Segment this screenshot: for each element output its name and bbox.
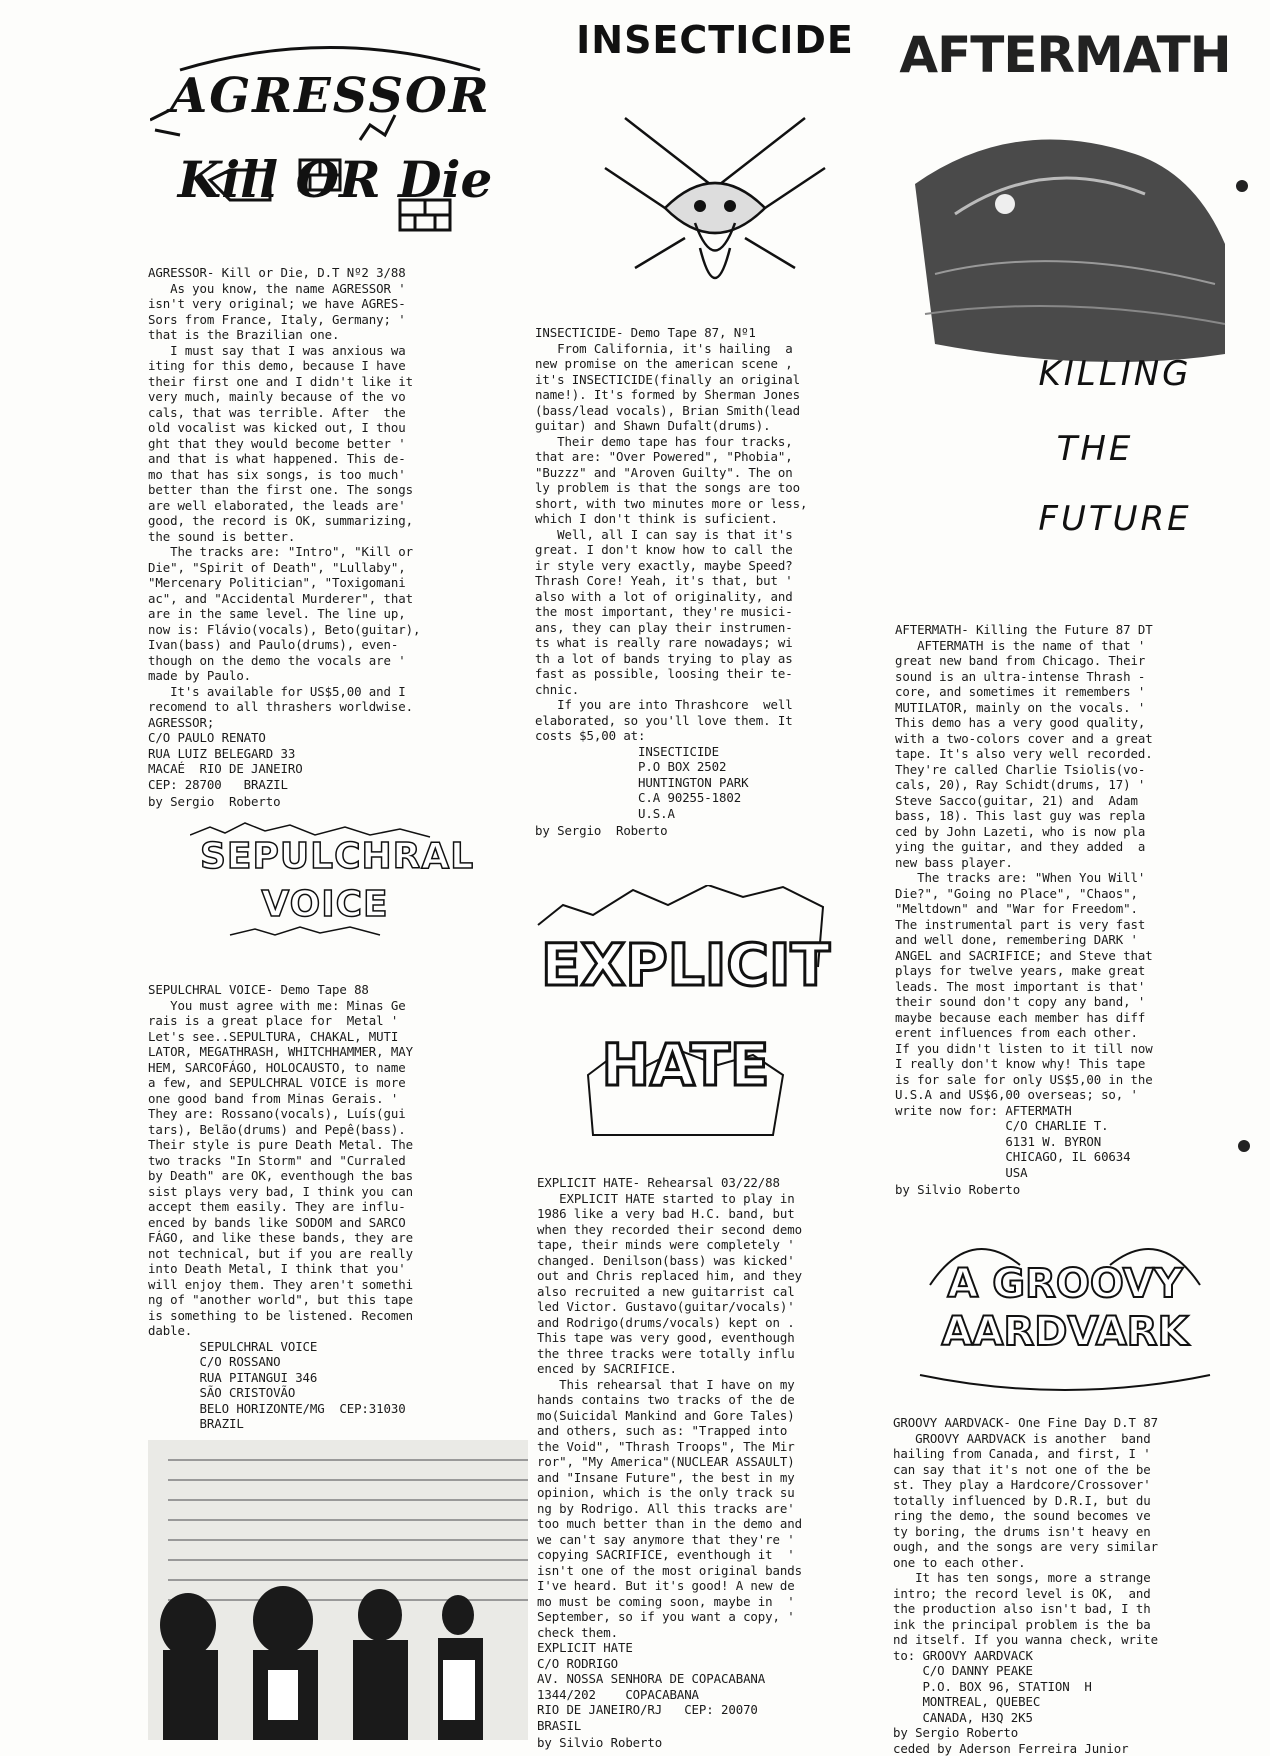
review-heading: INSECTICIDE- Demo Tape 87, Nº1 xyxy=(535,325,756,340)
groovy-aardvark-logo xyxy=(910,1225,1220,1395)
contact-address: C/O CHARLIE T. 6131 W. BYRON CHICAGO, IL 60634 USA xyxy=(1005,1118,1131,1180)
explicit-hate-logo-text: EXPLICIT HATE xyxy=(540,931,831,1099)
review-heading: AGRESSOR- Kill or Die, D.T Nº2 3/88 xyxy=(148,265,406,280)
review-body: AFTERMATH is the name of that ' great new band from Chicago. Their sound is an ultra-intense Thrash - core, and sometimes it remembers ' MUTILATOR, mainly on the vocals. ' This demo has a very good quality, with a two-colors cover and a great tape. It's also very well recorded. They're called Charlie Tsiolis(vo- cals, 20), Ray Schidt(drums, 17) ' Steve Sacco(guitar, 21) and Adam bass, 18). This last guy was repla ced by John Lazeti, who is now pla ying the guitar, and they added a new bass player. The tracks are: "When You Will' Die?", "Going no Place", "Chaos", "Meltdown" and "War for Freedom". The instrumental part is very fast and well done, remembering DARK ' ANGEL and SACRIFICE; and Steve that plays for twelve years, make great leads. The most important is that' their sound don't copy any band, ' maybe because each member has diff erent influences from each other. If you didn't listen to it till now I really don't know why! This tape is for sale for only US$5,00 in the U.S.A and US$6,00 overseas; so, ' write now for: AFTERMATH xyxy=(895,637,1153,1118)
review-body: As you know, the name AGRESSOR ' isn't very original; we have AGRES- Sors from France, Italy, Germany; ' that is the Brazilian one. I must say that I was anxious wa iting for this demo, because I have their first one and I didn't like it very much, mainly because of the vo cals, that was terrible. After the old vocalist was kicked out, I thou ght that they would become better ' and that is what happened. This de- mo that has six songs, is too much' better than the first one. The songs are well elaborated, the leads are' good, the record is OK, summarizing, the sound is better. The tracks are: "Intro", "Kill or Die", "Spirit of Death", "Lullaby", "Mercenary Politician", "Toxigomani ac", and "Accidental Murderer", that are in the same level. The line up, now is: Flávio(vocals), Beto(guitar), Ivan(bass) and Paulo(drums), even- though on the demo the vocals are ' made by Paulo. It's available for US$5,00 and I recomend to all thrashers worldwise. xyxy=(148,280,421,714)
binder-hole-bottom xyxy=(1238,1140,1250,1152)
review-byline: by Sergio Roberto xyxy=(535,823,668,838)
band-photo xyxy=(148,1440,528,1740)
insecticide-logo-text: INSECTICIDE xyxy=(576,18,854,62)
groovy-aardvark-logo-text: A GROOVY AARDVARK xyxy=(941,1261,1189,1355)
review-heading: SEPULCHRAL VOICE- Demo Tape 88 xyxy=(148,982,369,997)
review-byline: by Silvio Roberto xyxy=(895,1182,1021,1197)
aftermath-logo-subtitle-2: THE xyxy=(1056,429,1134,469)
contact-address: EXPLICIT HATE C/O RODRIGO AV. NOSSA SENHORA DE COPACABANA 1344/202 COPACABANA RIO DE JANEIRO/RJ CEP: 20070 BRASIL xyxy=(537,1640,766,1733)
review-byline: by Sergio Roberto xyxy=(148,794,281,809)
review-explicit-hate xyxy=(537,1175,897,1751)
review-body: You must agree with me: Minas Ge rais is a great place for Metal ' Let's see..SEPULTURA, CHAKAL, MUTI LATOR, MEGATHRASH, WHITCHHAMMER, MAY HEM, SARCOFÁGO, HOLOCAUSTO, to name a few, and SEPULCHRAL VOICE is more one good band from Minas Gerais. ' They are: Rossano(vocals), Luís(gui tars), Belão(drums) and Pepê(bass). Their style is pure Death Metal. The two tracks "In Storm" and "Curraled by Death" are OK, eventhough the bas sist plays very bad, I think you can accept them easily. They are influ- enced by bands like SODOM and SARCO FÁGO, and like these bands, they are not technical, but if you are really into Death Metal, I think that you' will enjoy them. They aren't somethi ng of "another world", but this tape is something to be listened. Recomen dable. xyxy=(148,997,413,1338)
sepulchral-logo-text: SEPULCHRAL VOICE xyxy=(200,836,475,925)
aftermath-logo-subtitle-1: KILLING xyxy=(1038,354,1192,394)
contact-address: C/O DANNY PEAKE P.O. BOX 96, STATION H MONTREAL, QUEBEC CANADA, H3Q 2K5 xyxy=(922,1663,1092,1725)
aftermath-logo-text: AFTERMATH xyxy=(899,26,1231,84)
review-body: From California, it's hailing a new promise on the american scene , it's INSECTICIDE(finally an original name!). It's formed by Sherman Jones (bass/lead vocals), Brian Smith(lead guitar) and Shawn Dufalt(drums). Their demo tape has four tracks, that are: "Over Powered", "Phobia", "Buzzz" and "Aroven Guilty". The on ly problem is that the songs are too short, with two minutes more or less, which I don't think is suficient. Well, all I can say is that it's great. I don't know how to call the ir style very exactly, maybe Speed? Thrash Core! Yeah, it's that, but ' also with a lot of originality, and the most important, they're musici- ans, they can play their instrumen- ts what is really rare nowadays; wi th a lot of bands trying to play as fast as possible, loosing their te- chnic. If you are into Thrashcore well elaborated, so you'll love them. It costs $5,00 at: xyxy=(535,340,808,743)
agressor-logo-subtitle: Kill OR Die xyxy=(177,150,493,209)
insecticide-logo xyxy=(565,18,865,338)
review-byline: by Silvio Roberto xyxy=(537,1735,663,1750)
review-aftermath xyxy=(895,622,1245,1198)
band-photo-art xyxy=(148,1440,528,1740)
explicit-hate-logo xyxy=(528,885,843,1155)
aftermath-cover-art xyxy=(895,94,1245,374)
binder-hole-top xyxy=(1236,180,1248,192)
review-heading: AFTERMATH- Killing the Future 87 DT xyxy=(895,622,1153,637)
review-groovy-aardvark xyxy=(893,1415,1253,1756)
contact-address: SEPULCHRAL VOICE C/O ROSSANO RUA PITANGUI 346 SÃO CRISTOVÃO BELO HORIZONTE/MG CEP:31030 BRAZIL xyxy=(199,1338,406,1431)
review-body: GROOVY AARDVACK is another band hailing from Canada, and first, I ' can say that it's not one of the be st. They play a Hardcore/Crossover' totally influenced by D.R.I, but du ring the demo, the sound becomes ve ty boring, the drums isn't heavy en ough, and the songs are very similar one to each other. It has ten songs, more a strange intro; the record level is OK, and the production also isn't bad, I th ink the principal problem is the ba nd itself. If you wanna check, write to: GROOVY AARDVACK xyxy=(893,1430,1158,1663)
review-body: EXPLICIT HATE started to play in 1986 like a very bad H.C. band, but when they recorded their second demo tape, their minds were completely ' changed. Denilson(bass) was kicked' out and Chris replaced him, and they also recruited a new guitarrist cal led Victor. Gustavo(guitar/vocals)' and Rodrigo(drums/vocals) kept on . This tape was very good, eventhough the three tracks were totally influ enced by SACRIFICE. This rehearsal that I have on my hands contains two tracks of the de mo(Suicidal Mankind and Gore Tales) and others, such as: "Trapped into the Void", "Thrash Troops", The Mir ror", "My America"(NUCLEAR ASSAULT) and "Insane Future", the best in my opinion, which is the only track su ng by Rodrigo. All this tracks are' too much better than in the demo and we can't say anymore that they're ' copying SACRIFICE, eventhough it ' isn't one of the most original bands I've heard. But it's good! A new de mo must be coming soon, maybe in ' September, so if you want a copy, ' check them. xyxy=(537,1190,802,1640)
insect-art xyxy=(565,78,865,338)
contact-address: AGRESSOR; C/O PAULO RENATO RUA LUIZ BELEGARD 33 MACAÉ RIO DE JANEIRO CEP: 28700 BRAZIL xyxy=(148,714,303,792)
agressor-logo-text: AGRESSOR xyxy=(170,68,491,124)
aftermath-logo-subtitle-3: FUTURE xyxy=(1038,499,1192,539)
review-insecticide xyxy=(535,325,880,839)
review-sepulchral-voice xyxy=(148,982,498,1457)
agressor-logo xyxy=(150,30,510,240)
contact-address: INSECTICIDE P.O BOX 2502 HUNTINGTON PARK C.A 90255-1802 U.S.A xyxy=(638,743,749,821)
review-agressor xyxy=(148,265,493,810)
review-ceded-credit: ceded by Aderson Ferreira Junior xyxy=(893,1740,1129,1756)
review-byline: by Sergio Roberto xyxy=(893,1725,1019,1740)
review-heading: GROOVY AARDVACK- One Fine Day D.T 87 xyxy=(893,1415,1158,1430)
aftermath-logo xyxy=(895,14,1245,559)
review-heading: EXPLICIT HATE- Rehearsal 03/22/88 xyxy=(537,1175,780,1190)
sepulchral-voice-logo xyxy=(190,815,475,945)
